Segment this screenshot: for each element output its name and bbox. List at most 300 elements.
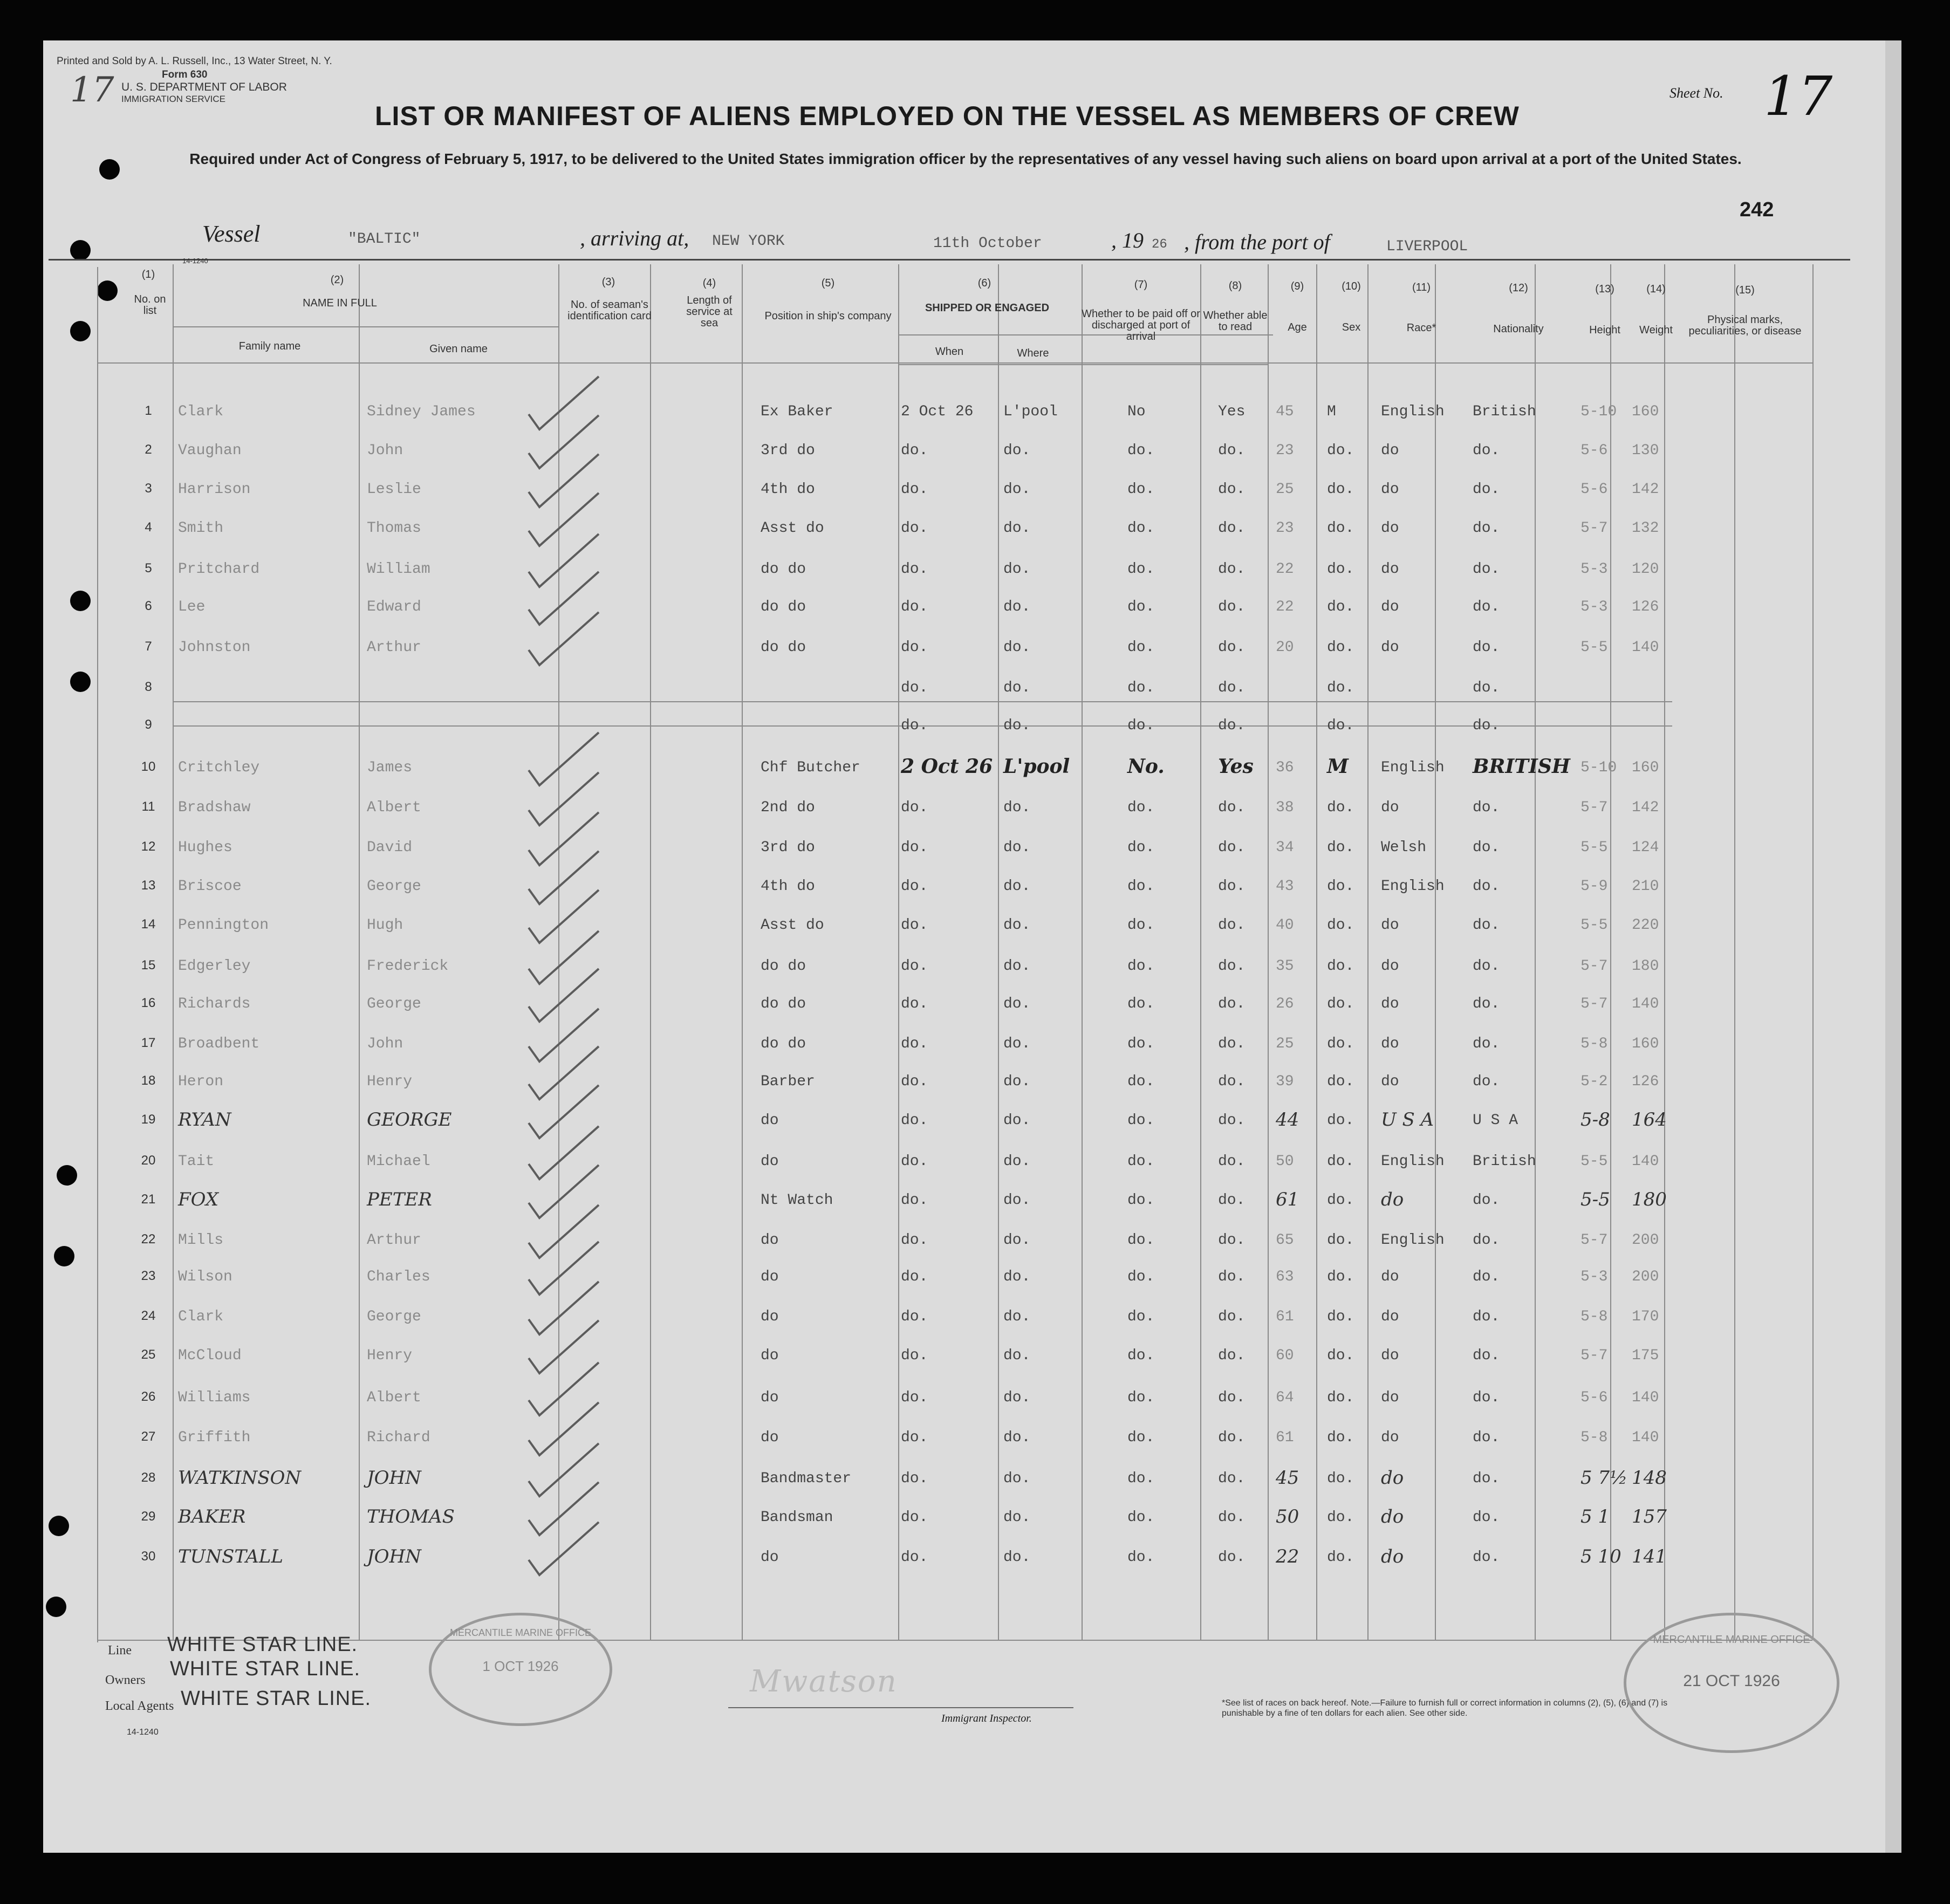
cell-weight: 210	[1632, 878, 1659, 895]
cell-read: do.	[1218, 1232, 1246, 1249]
arrival-date: 11th October	[933, 235, 1042, 252]
cell-age: 50	[1276, 1153, 1294, 1170]
cell-age: 61	[1276, 1309, 1294, 1325]
cell-nationality: do.	[1473, 958, 1500, 975]
header-age: Age	[1288, 321, 1307, 333]
cell-read: do.	[1218, 839, 1246, 856]
from-label: , from the port of	[1184, 230, 1330, 254]
cell-paid: do.	[1127, 442, 1155, 459]
check-mark	[529, 890, 599, 943]
cell-when: do.	[901, 917, 928, 934]
cell-no: 23	[141, 1269, 156, 1283]
cell-nationality: do.	[1473, 1470, 1500, 1487]
cell-paid: do.	[1127, 1073, 1155, 1090]
cell-given: Richard	[367, 1429, 430, 1446]
vessel-label: Vessel	[202, 221, 261, 247]
cell-position: Chf Butcher	[761, 759, 860, 776]
cell-position: Ex Baker	[761, 403, 833, 420]
col-num: (14)	[1646, 283, 1666, 295]
cell-position: Nt Watch	[761, 1192, 833, 1209]
cell-sex: do.	[1327, 878, 1354, 895]
cell-position: do	[761, 1429, 779, 1446]
cell-weight: 200	[1632, 1269, 1659, 1285]
cell-sex: do.	[1327, 1389, 1354, 1406]
cell-read: do.	[1218, 442, 1246, 459]
cell-age: 25	[1276, 1036, 1294, 1052]
cell-sex: do.	[1327, 1269, 1354, 1285]
cell-paid: do.	[1127, 1470, 1155, 1487]
cell-given: THOMAS	[367, 1506, 455, 1528]
cell-race: do	[1381, 520, 1399, 537]
col-num: (2)	[330, 274, 344, 286]
col-num: (10)	[1342, 280, 1361, 292]
cell-where: do.	[1003, 1389, 1031, 1406]
cell-paid: do.	[1127, 561, 1155, 578]
cell-family: Pritchard	[178, 561, 260, 578]
cell-family: Williams	[178, 1389, 251, 1406]
cell-position: do	[761, 1232, 779, 1249]
cell-age: 43	[1276, 878, 1294, 895]
cell-family: Wilson	[178, 1269, 232, 1285]
cell-paid: do.	[1127, 680, 1155, 696]
cell-position: 2nd do	[761, 799, 815, 816]
cell-sex: do.	[1327, 1232, 1354, 1249]
sheet-number: 17	[1764, 65, 1833, 128]
cell-paid: do.	[1127, 958, 1155, 975]
cell-when: do.	[901, 1153, 928, 1170]
cell-where: do.	[1003, 996, 1031, 1012]
cell-age: 61	[1276, 1189, 1299, 1210]
cell-height: 5-8	[1580, 1036, 1608, 1052]
cell-weight: 175	[1632, 1347, 1659, 1364]
cell-when: do.	[901, 1192, 928, 1209]
cell-race: do	[1381, 1036, 1399, 1052]
cell-where: do.	[1003, 839, 1031, 856]
cell-given: Michael	[367, 1153, 430, 1170]
cell-no: 3	[145, 481, 152, 496]
cell-nationality: do.	[1473, 639, 1500, 656]
col-num: (8)	[1228, 280, 1242, 292]
cell-paid: do.	[1127, 839, 1155, 856]
cell-no: 30	[141, 1549, 156, 1564]
cell-given: GEORGE	[367, 1109, 452, 1131]
cell-no: 22	[141, 1232, 156, 1246]
cell-race: do	[1381, 639, 1399, 656]
cell-height: 5-5	[1580, 839, 1608, 856]
cell-read: do.	[1218, 561, 1246, 578]
cell-age: 23	[1276, 520, 1294, 537]
col-num: (5)	[821, 277, 835, 289]
inspector-signature: Mwatson	[750, 1664, 898, 1699]
cell-position: Asst do	[761, 917, 824, 934]
cell-weight: 126	[1632, 1073, 1659, 1090]
check-mark	[529, 1282, 599, 1334]
cell-height: 5 1	[1580, 1506, 1610, 1528]
cell-paid: do.	[1127, 1153, 1155, 1170]
cell-nationality: do.	[1473, 717, 1500, 734]
cell-no: 17	[141, 1036, 156, 1050]
cell-where: do.	[1003, 1232, 1031, 1249]
cell-position: do	[761, 1309, 779, 1325]
departure-port: LIVERPOOL	[1386, 238, 1468, 255]
cell-age: 45	[1276, 1467, 1299, 1489]
stamp-number: 242	[1740, 198, 1774, 221]
cell-height: 5-7	[1580, 958, 1608, 975]
cell-given: John	[367, 442, 403, 459]
cell-weight: 120	[1632, 561, 1659, 578]
cell-weight: 124	[1632, 839, 1659, 856]
cell-position: do	[761, 1269, 779, 1285]
cell-weight: 141	[1632, 1546, 1667, 1567]
cell-no: 6	[145, 599, 152, 613]
cell-read: do.	[1218, 1309, 1246, 1325]
cell-no: 15	[141, 958, 156, 972]
cell-height: 5-2	[1580, 1073, 1608, 1090]
cell-nationality: U S A	[1473, 1112, 1518, 1129]
corner-mark: 17	[70, 70, 114, 110]
cell-age: 45	[1276, 403, 1294, 420]
cell-no: 19	[141, 1112, 156, 1127]
cell-sex: do.	[1327, 1549, 1354, 1566]
cell-where: do.	[1003, 481, 1031, 498]
cell-read: do.	[1218, 878, 1246, 895]
owners-value: WHITE STAR LINE.	[170, 1658, 361, 1680]
cell-paid: do.	[1127, 917, 1155, 934]
cell-nationality: do.	[1473, 1347, 1500, 1364]
cell-where: do.	[1003, 958, 1031, 975]
cell-nationality: do.	[1473, 1309, 1500, 1325]
cell-read: do.	[1218, 639, 1246, 656]
check-mark	[529, 1085, 599, 1138]
cell-read: do.	[1218, 1549, 1246, 1566]
cell-no: 10	[141, 759, 156, 774]
cell-sex: do.	[1327, 1429, 1354, 1446]
cell-family: Hughes	[178, 839, 232, 856]
cell-age: 25	[1276, 481, 1294, 498]
cell-no: 29	[141, 1509, 156, 1524]
cell-race: English	[1381, 403, 1445, 420]
cell-nationality: do.	[1473, 1269, 1500, 1285]
cell-when: 2 Oct 26	[901, 755, 993, 778]
cell-no: 14	[141, 917, 156, 932]
cell-paid: do.	[1127, 1549, 1155, 1566]
cell-paid: do.	[1127, 481, 1155, 498]
cell-race: do	[1381, 1389, 1399, 1406]
cell-where: do.	[1003, 599, 1031, 615]
cell-sex: do.	[1327, 1347, 1354, 1364]
cell-nationality: do.	[1473, 839, 1500, 856]
cell-sex: do.	[1327, 1036, 1354, 1052]
cell-age: 50	[1276, 1506, 1299, 1528]
cell-nationality: do.	[1473, 1429, 1500, 1446]
cell-when: do.	[901, 561, 928, 578]
cell-where: do.	[1003, 1509, 1031, 1526]
check-mark	[529, 1320, 599, 1373]
cell-sex: do.	[1327, 1073, 1354, 1090]
cell-when: do.	[901, 481, 928, 498]
cell-given: George	[367, 996, 421, 1012]
arriving-label: , arriving at,	[580, 226, 689, 250]
header-sex: Sex	[1342, 321, 1361, 333]
header-position: Position in ship's company	[764, 310, 892, 322]
check-mark	[529, 493, 599, 546]
cell-given: JOHN	[367, 1546, 421, 1567]
cell-race: do	[1381, 599, 1399, 615]
cell-height: 5-5	[1580, 1153, 1608, 1170]
check-mark	[529, 1443, 599, 1496]
cell-height: 5-3	[1580, 599, 1608, 615]
cell-when: do.	[901, 1232, 928, 1249]
check-mark	[529, 415, 599, 468]
cell-family: Griffith	[178, 1429, 251, 1446]
cell-when: do.	[901, 639, 928, 656]
cell-height: 5 10	[1580, 1546, 1621, 1567]
cell-family: Clark	[178, 403, 224, 420]
cell-paid: do.	[1127, 1347, 1155, 1364]
cell-position: 3rd do	[761, 839, 815, 856]
cell-family: BAKER	[178, 1506, 246, 1528]
department: U. S. DEPARTMENT OF LABOR	[121, 81, 287, 93]
cell-given: William	[367, 561, 430, 578]
cell-given: George	[367, 878, 421, 895]
cell-family: Pennington	[178, 917, 269, 934]
cell-race: do	[1381, 1189, 1404, 1210]
cell-sex: do.	[1327, 839, 1354, 856]
cell-paid: do.	[1127, 878, 1155, 895]
cell-paid: No	[1127, 403, 1146, 420]
stamp-right-text: MERCANTILE MARINE OFFICE	[1653, 1634, 1810, 1646]
cell-when: do.	[901, 442, 928, 459]
cell-position: do do	[761, 561, 806, 578]
cell-read: do.	[1218, 958, 1246, 975]
check-mark	[529, 1046, 599, 1099]
cell-paid: do.	[1127, 799, 1155, 816]
form-number: Form 630	[162, 69, 208, 80]
check-mark	[529, 1522, 599, 1575]
cell-when: do.	[901, 1509, 928, 1526]
cell-age: 22	[1276, 561, 1294, 578]
cell-given: John	[367, 1036, 403, 1052]
cell-sex: do.	[1327, 639, 1354, 656]
cell-family: Vaughan	[178, 442, 242, 459]
cell-age: 40	[1276, 917, 1294, 934]
cell-sex: do.	[1327, 520, 1354, 537]
cell-weight: 180	[1632, 958, 1659, 975]
cell-when: do.	[901, 520, 928, 537]
cell-read: do.	[1218, 717, 1246, 734]
cell-given: Thomas	[367, 520, 421, 537]
cell-nationality: British	[1473, 1153, 1536, 1170]
cell-no: 12	[141, 839, 156, 854]
cell-when: do.	[901, 1036, 928, 1052]
col-num: (1)	[141, 269, 155, 280]
cell-where: do.	[1003, 1112, 1031, 1129]
cell-family: RYAN	[178, 1109, 231, 1131]
cell-position: Bandsman	[761, 1509, 833, 1526]
cell-read: do.	[1218, 1470, 1246, 1487]
cell-family: Mills	[178, 1232, 224, 1249]
cell-nationality: do.	[1473, 996, 1500, 1012]
cell-paid: do.	[1127, 520, 1155, 537]
cell-nationality: do.	[1473, 561, 1500, 578]
cell-sex: do.	[1327, 1470, 1354, 1487]
cell-race: do	[1381, 799, 1399, 816]
cell-no: 9	[145, 717, 152, 732]
cell-weight: 157	[1632, 1506, 1667, 1528]
cell-paid: do.	[1127, 599, 1155, 615]
cell-height: 5-7	[1580, 799, 1608, 816]
cell-given: Sidney James	[367, 403, 476, 420]
cell-position: do do	[761, 1036, 806, 1052]
cell-weight: 140	[1632, 1153, 1659, 1170]
cell-where: do.	[1003, 1073, 1031, 1090]
cell-race: do	[1381, 1309, 1399, 1325]
cell-family: Edgerley	[178, 958, 251, 975]
cell-read: do.	[1218, 1347, 1246, 1364]
cell-race: English	[1381, 878, 1445, 895]
cell-weight: 200	[1632, 1232, 1659, 1249]
cell-position: 3rd do	[761, 442, 815, 459]
cell-race: do	[1381, 1347, 1399, 1364]
cell-nationality: do.	[1473, 1389, 1500, 1406]
cell-paid: do.	[1127, 639, 1155, 656]
cell-age: 34	[1276, 839, 1294, 856]
cell-paid: do.	[1127, 1309, 1155, 1325]
cell-family: Harrison	[178, 481, 251, 498]
cell-weight: 220	[1632, 917, 1659, 934]
cell-sex: do.	[1327, 1509, 1354, 1526]
cell-race: do	[1381, 1429, 1399, 1446]
cell-sex: do.	[1327, 680, 1354, 696]
check-mark	[529, 534, 599, 587]
cell-race: do	[1381, 1269, 1399, 1285]
cell-nationality: do.	[1473, 481, 1500, 498]
cell-given: Frederick	[367, 958, 449, 975]
cell-age: 39	[1276, 1073, 1294, 1090]
cell-no: 24	[141, 1309, 156, 1323]
cell-no: 8	[145, 680, 152, 694]
cell-height: 5-10	[1580, 759, 1617, 776]
cell-where: do.	[1003, 878, 1031, 895]
cell-nationality: do.	[1473, 1509, 1500, 1526]
cell-position: do	[761, 1347, 779, 1364]
cell-height: 5-8	[1580, 1309, 1608, 1325]
cell-where: do.	[1003, 520, 1031, 537]
cell-when: do.	[901, 1470, 928, 1487]
cell-where: do.	[1003, 680, 1031, 696]
cell-family: Critchley	[178, 759, 260, 776]
cell-position: do	[761, 1112, 779, 1129]
cell-when: do.	[901, 878, 928, 895]
cell-when: do.	[901, 717, 928, 734]
cell-age: 22	[1276, 1546, 1299, 1567]
cell-family: Heron	[178, 1073, 224, 1090]
cell-when: do.	[901, 1112, 928, 1129]
cell-nationality: do.	[1473, 1192, 1500, 1209]
col-num: (7)	[1134, 279, 1148, 291]
cell-family: McCloud	[178, 1347, 242, 1364]
cell-race: do	[1381, 917, 1399, 934]
check-mark	[529, 376, 599, 429]
cell-where: do.	[1003, 1347, 1031, 1364]
cell-age: 23	[1276, 442, 1294, 459]
check-mark	[529, 772, 599, 825]
cell-no: 7	[145, 639, 152, 654]
year-prefix: , 19	[1111, 228, 1144, 252]
cell-age: 64	[1276, 1389, 1294, 1406]
header-nationality: Nationality	[1493, 323, 1544, 335]
header-race: Race*	[1406, 322, 1436, 334]
cell-when: do.	[901, 680, 928, 696]
inspector-label: Immigrant Inspector.	[941, 1713, 1032, 1724]
cell-where: L'pool	[1003, 755, 1070, 778]
cell-weight: 132	[1632, 520, 1659, 537]
cell-read: do.	[1218, 917, 1246, 934]
check-mark	[529, 454, 599, 507]
cell-when: do.	[901, 1549, 928, 1566]
cell-where: do.	[1003, 1036, 1031, 1052]
cell-weight: 170	[1632, 1309, 1659, 1325]
cell-no: 11	[141, 799, 155, 814]
cell-family: Tait	[178, 1153, 215, 1170]
cell-race: do	[1381, 442, 1399, 459]
cell-position: do do	[761, 639, 806, 656]
service: IMMIGRATION SERVICE	[121, 94, 226, 104]
header-height: Height	[1589, 324, 1620, 336]
cell-given: Albert	[367, 799, 421, 816]
cell-race: do	[1381, 1546, 1404, 1567]
cell-given: James	[367, 759, 413, 776]
cell-nationality: do.	[1473, 917, 1500, 934]
cell-position: do do	[761, 996, 806, 1012]
cell-sex: M	[1327, 403, 1336, 420]
vessel-name: "BALTIC"	[348, 231, 421, 248]
cell-read: do.	[1218, 520, 1246, 537]
cell-age: 35	[1276, 958, 1294, 975]
col-num: (12)	[1509, 282, 1528, 294]
cell-read: do.	[1218, 1429, 1246, 1446]
cell-age: 61	[1276, 1429, 1294, 1446]
cell-read: do.	[1218, 1073, 1246, 1090]
check-mark	[529, 812, 599, 865]
header-when: When	[935, 346, 964, 358]
cell-where: do.	[1003, 1429, 1031, 1446]
cell-nationality: do.	[1473, 520, 1500, 537]
cell-paid: do.	[1127, 996, 1155, 1012]
check-mark	[529, 1402, 599, 1455]
cell-read: do.	[1218, 1509, 1246, 1526]
cell-race: English	[1381, 1232, 1445, 1249]
cell-nationality: do.	[1473, 1232, 1500, 1249]
cell-where: do.	[1003, 1192, 1031, 1209]
page-title: LIST OR MANIFEST OF ALIENS EMPLOYED ON THE VESSEL AS MEMBERS OF CREW	[375, 101, 1520, 131]
cell-height: 5-3	[1580, 561, 1608, 578]
cell-weight: 160	[1632, 1036, 1659, 1052]
col-num: (15)	[1735, 284, 1755, 296]
cell-family: Bradshaw	[178, 799, 251, 816]
cell-nationality: do.	[1473, 599, 1500, 615]
check-mark	[529, 572, 599, 625]
cell-weight: 140	[1632, 996, 1659, 1012]
check-mark	[529, 1126, 599, 1179]
cell-race: do	[1381, 996, 1399, 1012]
cell-height: 5-6	[1580, 481, 1608, 498]
cell-no: 18	[141, 1073, 156, 1088]
cell-weight: 180	[1632, 1189, 1667, 1210]
cell-age: 65	[1276, 1232, 1294, 1249]
arriving-port: NEW YORK	[712, 233, 785, 250]
cell-height: 5-7	[1580, 996, 1608, 1012]
